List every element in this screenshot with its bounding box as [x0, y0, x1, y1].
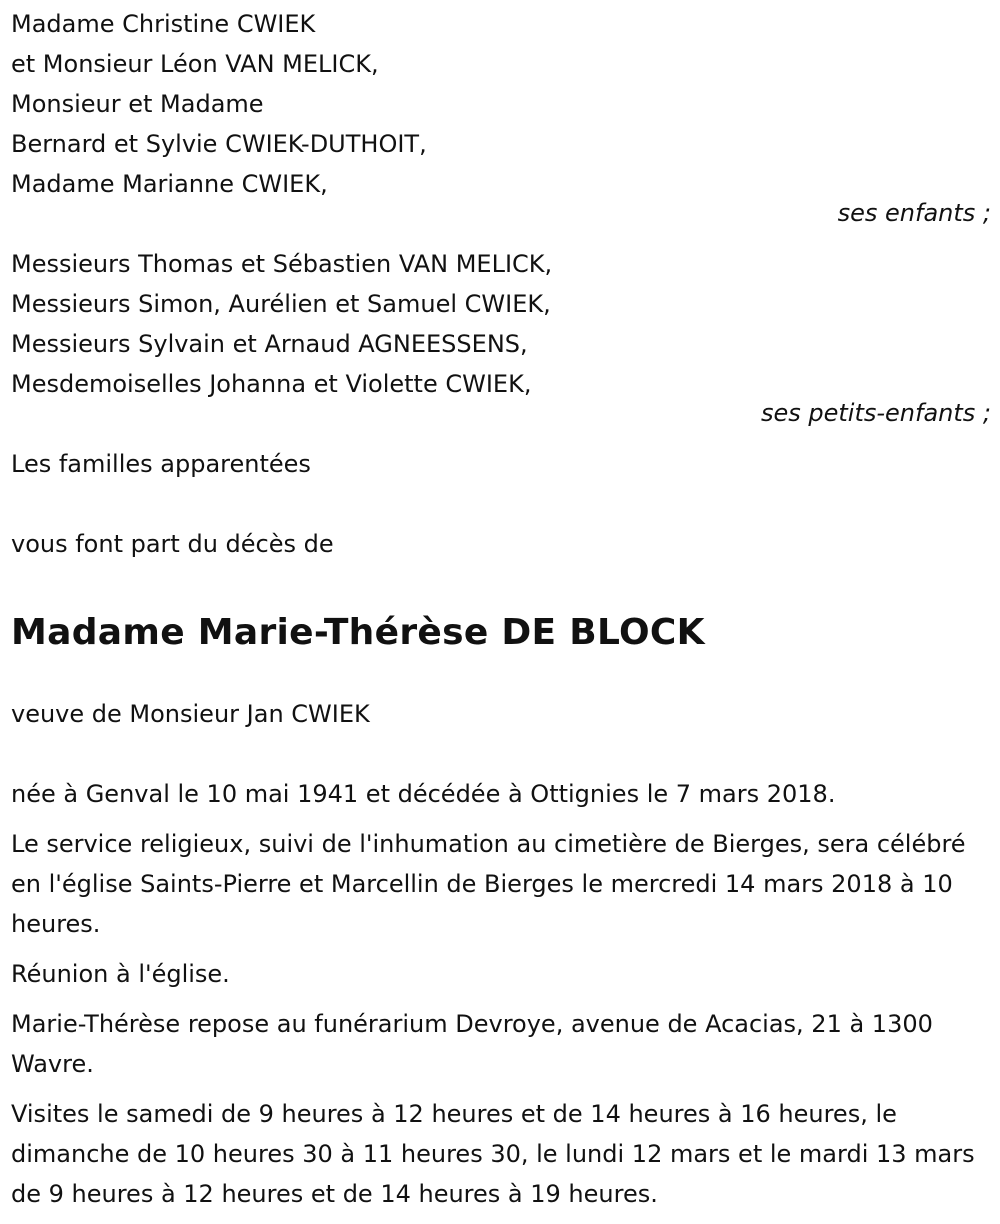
related-families: Les familles apparentées [11, 450, 311, 478]
grandchildren-line-2: Messieurs Simon, Aurélien et Samuel CWIEK, [11, 290, 551, 318]
death-notice [11, 4, 991, 1224]
visiting-hours: Visites le samedi de 9 heures à 12 heures et de 14 heures à 16 heures, le dimanche de 10 heures 30 à 11 heures 30, le lundi 12 mars et le mardi 13 mars de 9 heures à 12 heures et de 14 heures à 19 heures. [11, 1100, 975, 1208]
grandchildren-line-4: Mesdemoiselles Johanna et Violette CWIEK, [11, 370, 532, 398]
spacer [11, 734, 991, 774]
children-role-label: ses enfants ; [837, 199, 991, 227]
spacer [11, 484, 991, 524]
spacer [11, 564, 991, 608]
children-line-2: et Monsieur Léon VAN MELICK, [11, 50, 379, 78]
funeral-home-info: Marie-Thérèse repose au funérarium Devroye, avenue de Acacias, 21 à 1300 Wavre. [11, 1010, 933, 1078]
deceased-name: Madame Marie-Thérèse DE BLOCK [11, 612, 705, 653]
children-line-1: Madame Christine CWIEK [11, 10, 316, 38]
children-block [11, 4, 991, 226]
grandchildren-role-label: ses petits-enfants ; [760, 399, 991, 427]
announcement-intro: vous font part du décès de [11, 530, 334, 558]
children-line-3: Monsieur et Madame [11, 90, 264, 118]
service-details: Le service religieux, suivi de l'inhumation au cimetière de Bierges, sera célébré en l'église Saints-Pierre et Marcellin de Bierges le mercredi 14 mars 2018 à 10 heures. [11, 830, 966, 938]
children-line-4: Bernard et Sylvie CWIEK-DUTHOIT, [11, 130, 427, 158]
children-line-5: Madame Marianne CWIEK, [11, 170, 328, 198]
birth-death-dates: née à Genval le 10 mai 1941 et décédée à Ottignies le 7 mars 2018. [11, 780, 836, 808]
widow-of: veuve de Monsieur Jan CWIEK [11, 700, 370, 728]
grandchildren-line-1: Messieurs Thomas et Sébastien VAN MELICK, [11, 250, 553, 278]
reunion-info: Réunion à l'église. [11, 960, 230, 988]
grandchildren-block [11, 244, 991, 426]
grandchildren-line-3: Messieurs Sylvain et Arnaud AGNEESSENS, [11, 330, 528, 358]
